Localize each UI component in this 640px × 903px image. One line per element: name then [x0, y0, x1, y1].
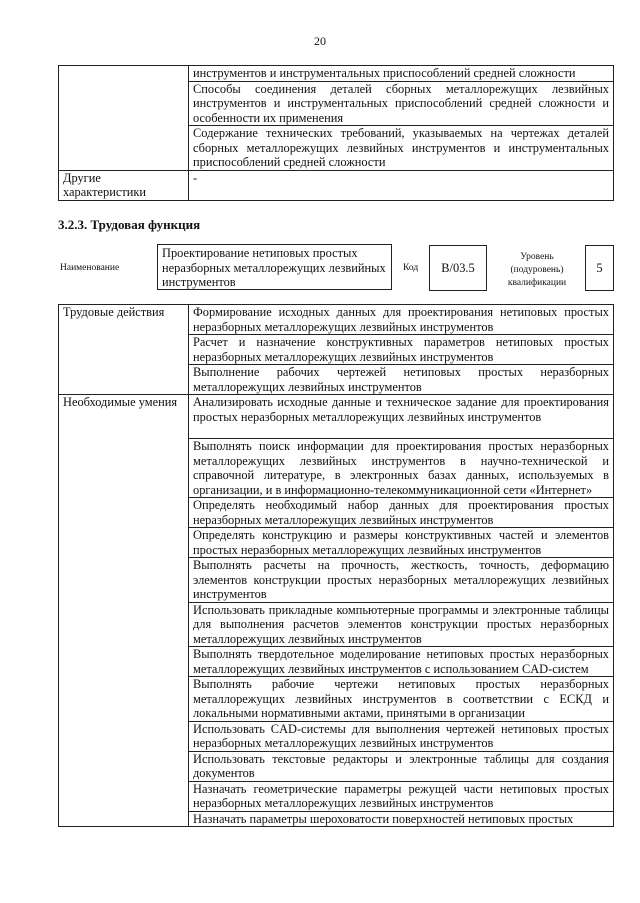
table-cell: Анализировать исходные данные и техническое задание для проектирования простых неразборных металлорежущих лезвийных инструментов [189, 395, 614, 439]
table-cell: Формирование исходных данных для проектирования нетиповых простых неразборных металлорежущих лезвийных инструментов [189, 305, 614, 335]
table-row [59, 305, 614, 335]
table-cell: Назначать геометрические параметры режущей части нетиповых простых неразборных металлорежущих лезвийных инструментов [189, 781, 614, 811]
table-cell: Содержание технических требований, указываемых на чертежах деталей сборных металлорежущих лезвийных инструментов и инструментальных приспособлений средней сложности [189, 126, 614, 171]
table-cell: Выполнять твердотельное моделирование нетиповых простых неразборных металлорежущих лезвийных инструментов с использованием CAD-систем [189, 647, 614, 677]
name-label: Наименование [60, 263, 120, 273]
table-cell: Определять конструкцию и размеры конструктивных частей и элементов простых неразборных металлорежущих лезвийных инструментов [189, 528, 614, 558]
code-value: B/03.5 [441, 260, 475, 275]
table-cell: Способы соединения деталей сборных металлорежущих лезвийных инструментов и инструментальных приспособлений средней сложности и особенности их применения [189, 81, 614, 126]
table-cell: Определять необходимый набор данных для проектирования простых неразборных металлорежущих лезвийных инструментов [189, 498, 614, 528]
table-cell: Использовать текстовые редакторы и электронные таблицы для создания документов [189, 751, 614, 781]
table-row [59, 170, 614, 200]
table-cell: Использовать прикладные компьютерные программы и электронные таблицы для выполнения расчетов элементов конструкции простых неразборных металлорежущих лезвийных инструментов [189, 602, 614, 647]
table-cell: Выполнение рабочих чертежей нетиповых простых неразборных металлорежущих лезвийных инструментов [189, 365, 614, 395]
function-name-box: Проектирование нетиповых простых неразборных металлорежущих лезвийных инструментов [157, 244, 392, 290]
table-cell: Выполнять расчеты на прочность, жесткость, точность, деформацию элементов конструкции простых неразборных металлорежущих лезвийных инструментов [189, 558, 614, 603]
table-cell: Выполнять поиск информации для проектирования простых неразборных металлорежущих лезвийных инструментов в научно-технической и справочной литературе, в электронных базах данных, используемых в организации, и в информационно-телекоммуникационной сети «Интернет» [189, 439, 614, 498]
other-characteristics-value: - [189, 170, 614, 200]
empty-label-cell [59, 66, 189, 171]
table-cell: Использовать CAD-системы для выполнения чертежей нетиповых простых неразборных металлорежущих лезвийных инструментов [189, 721, 614, 751]
table-cell: Назначать параметры шероховатости поверхностей нетиповых простых [189, 811, 614, 827]
section-title: 3.2.3. Трудовая функция [58, 217, 201, 232]
qualification-level-box [585, 245, 614, 291]
table-cell: Расчет и назначение конструктивных параметров нетиповых простых неразборных металлорежущих лезвийных инструментов [189, 335, 614, 365]
code-box [429, 245, 487, 291]
qualification-level-value: 5 [596, 260, 603, 275]
labor-function-table [58, 304, 614, 827]
labor-actions-label: Трудовые действия [59, 305, 189, 395]
qualification-level-label: Уровень (подуровень) квалификации [507, 252, 567, 288]
other-characteristics-label: Другие характеристики [59, 170, 189, 200]
table-cell: инструментов и инструментальных приспособлений средней сложности [189, 66, 614, 82]
table-cell: Выполнять рабочие чертежи нетиповых простых неразборных металлорежущих лезвийных инструментов в соответствии с ЕСКД и локальными нормативными актами, принятыми в организации [189, 677, 614, 722]
table-row [59, 66, 614, 82]
required-skills-label: Необходимые умения [59, 395, 189, 827]
page-number: 20 [314, 34, 326, 48]
table-row [59, 395, 614, 439]
code-label: Код [403, 263, 419, 273]
knowledge-table-continuation [58, 65, 614, 201]
